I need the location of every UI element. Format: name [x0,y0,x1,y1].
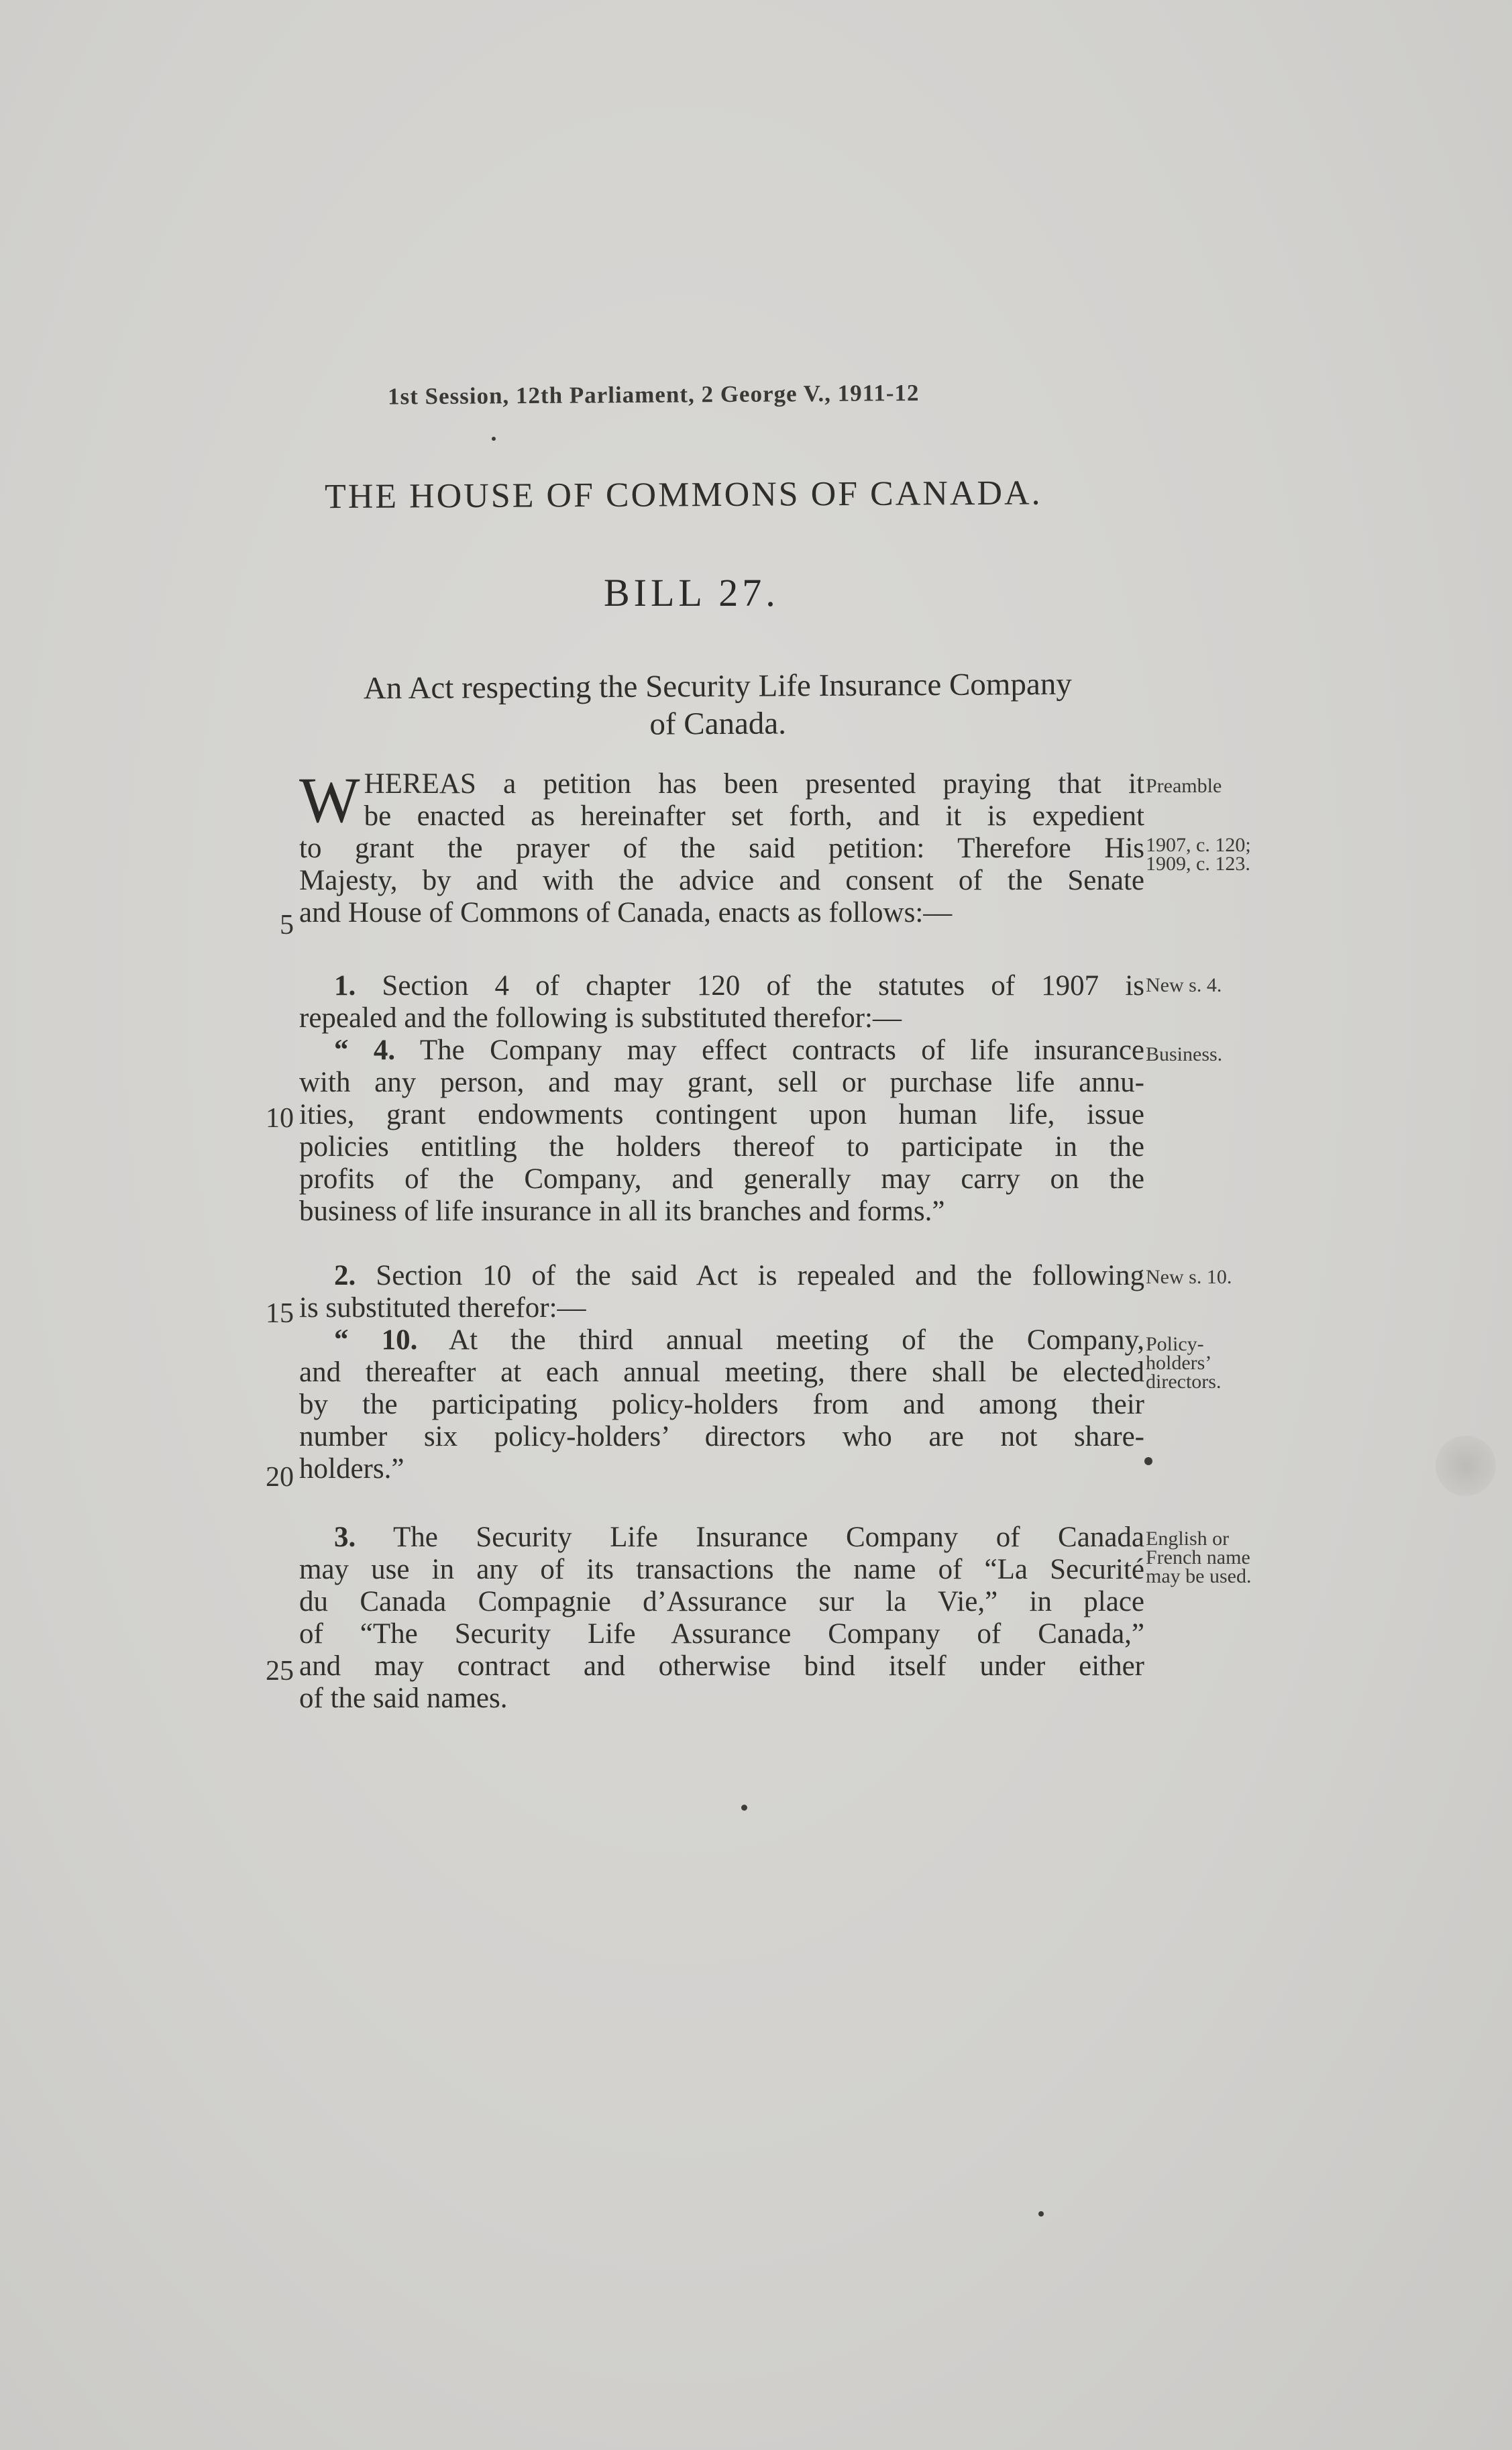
section-3-line: of “The Security Life Assurance Company of Canada,” [299,1618,1144,1650]
section-3-line: of the said names. [299,1683,508,1714]
bill-title-line: An Act respecting the Security Life Insurance Company [363,666,1072,706]
margin-note-citation [1146,836,1307,873]
quoted-section-line: and thereafter at each annual meeting, there shall be elected [299,1356,1144,1388]
section-1-line: 1. Section 4 of chapter 120 of the statutes of 1907 is [334,970,1145,1002]
quoted-section-line: business of life insurance in all its branches and forms.” [299,1195,945,1227]
section-1-line: repealed and the following is substituted therefor:— [299,1002,902,1034]
section-number: 2. [334,1260,356,1291]
margin-note-line: English or [1146,1528,1230,1550]
quoted-section-line: “ 10. At the third annual meeting of the Company, [334,1324,1144,1356]
bill-number: BILL 27. [604,571,779,615]
quoted-section-line: “ 4. The Company may effect contracts of life insurance [334,1034,1144,1066]
bill-title-line: of Canada. [649,706,787,742]
bill-title [288,665,1148,745]
quoted-section-number: “ 4. [334,1034,396,1066]
margin-note-business: Business. [1146,1043,1223,1065]
preamble-line: be enacted as hereinafter set forth, and it is expedient [364,800,1144,832]
line-number: 25 [266,1656,294,1687]
margin-note-line: directors. [1146,1371,1222,1393]
preamble-line: HEREAS a petition has been presented praying that it [364,768,1144,800]
margin-note-line: Policy- [1146,1333,1204,1355]
ink-speck [1144,1457,1152,1465]
margin-note-line: 1907, c. 120; [1146,834,1251,856]
ink-speck [1038,2211,1044,2217]
section-2-line: is substituted therefor:— [299,1292,586,1324]
line-number: 5 [280,910,294,941]
section-3-line: and may contract and otherwise bind itself under either [299,1650,1144,1682]
margin-note-line: holders’ [1146,1352,1212,1374]
margin-note-line: may be used. [1146,1565,1252,1587]
line-number: 20 [266,1462,294,1493]
section-number: 3. [334,1522,356,1553]
quoted-section-line: profits of the Company, and generally may carry on the [299,1163,1144,1195]
ink-speck [741,1805,747,1811]
preamble-line: Majesty, by and with the advice and consent of the Senate [299,865,1144,896]
margin-note-line: 1909, c. 123. [1146,853,1250,875]
line-number: 15 [266,1298,294,1329]
margin-note-new-s4: New s. 4. [1146,974,1222,996]
section-3 [299,1522,1144,1715]
section-2 [299,1260,1144,1485]
section-3-line: may use in any of its transactions the name of “La Securité [299,1554,1144,1585]
section-3-line: 3. The Security Life Insurance Company of Canada [334,1522,1144,1553]
session-header: 1st Session, 12th Parliament, 2 George V., 1911-12 [387,379,920,410]
section-2-line: 2. Section 10 of the said Act is repealed and the following [334,1260,1144,1291]
margin-note-line: French name [1146,1546,1250,1568]
quoted-section-line: policies entitling the holders thereof to participate in the [299,1131,1144,1163]
quoted-section-line: with any person, and may grant, sell or purchase life annu- [299,1067,1144,1098]
margin-note-policy-holders [1146,1335,1307,1391]
drop-cap: W [299,764,360,836]
quoted-section-line: ities, grant endowments contingent upon human life, issue [299,1099,1144,1130]
section-3-line: du Canada Compagnie d’Assurance sur la Vie,” in place [299,1586,1144,1617]
section-number: 1. [334,970,356,1002]
margin-note-english-french [1146,1530,1307,1586]
preamble-line: and House of Commons of Canada, enacts as follows:— [299,897,953,928]
quoted-section-line: by the participating policy-holders from and among their [299,1389,1144,1420]
preamble-paragraph [299,764,1144,929]
paper-smudge [1436,1436,1496,1496]
margin-note-new-s10: New s. 10. [1146,1266,1232,1288]
quoted-section-number: “ 10. [334,1324,418,1356]
section-1 [299,970,1144,1228]
quoted-section-line: holders.” [299,1453,404,1485]
margin-note-preamble: Preamble [1146,775,1222,797]
preamble-line: to grant the prayer of the said petition: Therefore His [299,833,1144,864]
quoted-section-line: number six policy-holders’ directors who are not share- [299,1421,1144,1452]
ink-speck [492,437,496,441]
house-heading: THE HOUSE OF COMMONS OF CANADA. [324,474,1042,517]
line-number: 10 [266,1103,294,1134]
